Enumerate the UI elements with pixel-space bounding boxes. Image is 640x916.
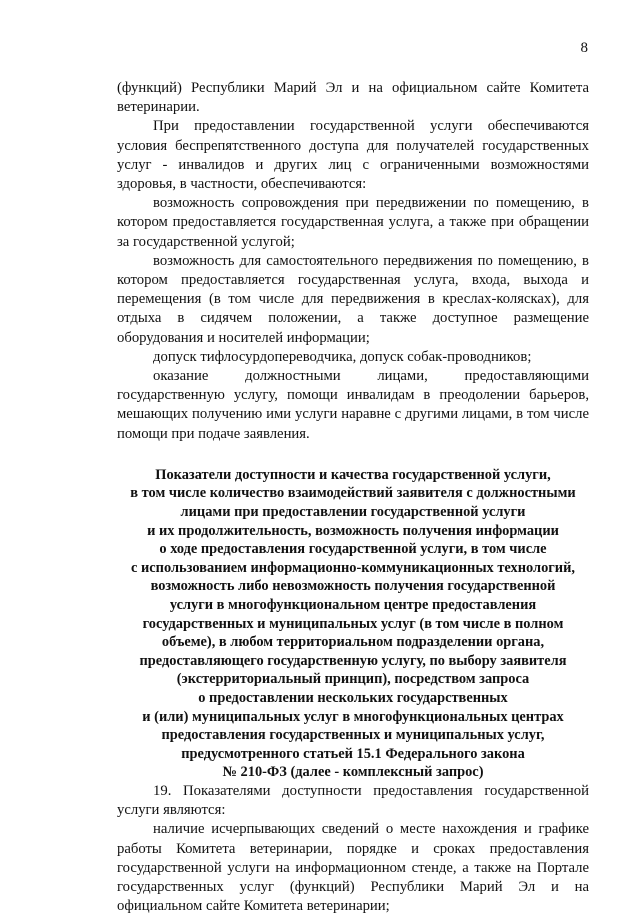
- heading-line: (экстерриториальный принцип), посредством запроса: [176, 671, 530, 688]
- heading-line: государственных и муниципальных услуг (в том числе в полном: [142, 615, 564, 632]
- section-heading: [117, 466, 589, 782]
- heading-line: о предоставлении нескольких государственных: [198, 689, 508, 706]
- heading-line: с использованием информационно-коммуникационных технологий,: [131, 559, 575, 576]
- page-content: [117, 79, 589, 916]
- heading-line: предусмотренного статьей 15.1 Федерального закона: [181, 745, 525, 762]
- page-number: 8: [580, 40, 588, 56]
- heading-line: предоставляющего государственную услугу, по выбору заявителя: [139, 652, 567, 669]
- paragraph: возможность для самостоятельного передвижения по помещению, в котором предоставляется государственная услуга, входа, выхода и перемещения (в том числе для передвижения в креслах-колясках), для отдыха в сидячем положении, а также доступное размещение оборудования и носителей информации;: [117, 252, 589, 346]
- heading-line: и (или) муниципальных услуг в многофункциональных центрах: [142, 708, 564, 725]
- paragraph: наличие исчерпывающих сведений о месте нахождения и графике работы Комитета ветеринарии, порядке и сроках предоставления государственной услуги на информационном стенде, а также на Портале государственных услуг (функций) Республики Марий Эл и на официальном сайте Комитета ветеринарии;: [117, 821, 589, 915]
- heading-line: Показатели доступности и качества государственной услуги,: [155, 466, 551, 483]
- heading-line: лицами при предоставлении государственной услуги: [180, 504, 526, 521]
- paragraph: 19. Показателями доступности предоставления государственной услуги являются:: [117, 782, 589, 819]
- bottom-paragraphs: [117, 782, 589, 916]
- paragraph: возможность сопровождения при передвижении по помещению, в котором предоставляется государственная услуга, а также при обращении за государственной услугой;: [117, 195, 589, 250]
- heading-line: предоставления государственных и муниципальных услуг,: [161, 727, 545, 744]
- heading-line: услуги в многофункциональном центре предоставления: [169, 597, 537, 614]
- heading-line: № 210-ФЗ (далее - комплексный запрос): [222, 764, 484, 781]
- heading-line: и их продолжительность, возможность получения информации: [147, 522, 559, 539]
- top-paragraphs: [117, 79, 589, 444]
- paragraph: При предоставлении государственной услуги обеспечиваются условия беспрепятственного доступа для получателей государственных услуг - инвалидов и других лиц с ограниченными возможностями здоровья, в частности, обеспечиваются:: [117, 118, 589, 193]
- heading-line: объеме), в любом территориальном подразделении органа,: [161, 634, 545, 651]
- paragraph: (функций) Республики Марий Эл и на официальном сайте Комитета ветеринарии.: [117, 80, 589, 116]
- paragraph: допуск тифлосурдопереводчика, допуск собак-проводников;: [153, 348, 532, 365]
- paragraph: оказание должностными лицами, предоставляющими государственную услугу, помощи инвалидам в преодолении барьеров, мешающих получению ими услуги наравне с другими лицами, в том числе помощи при подаче заявления.: [117, 368, 589, 442]
- heading-line: возможность либо невозможность получения государственной: [150, 578, 556, 595]
- heading-line: в том числе количество взаимодействий заявителя с должностными: [130, 485, 576, 502]
- heading-line: о ходе предоставления государственной услуги, в том числе: [159, 541, 547, 558]
